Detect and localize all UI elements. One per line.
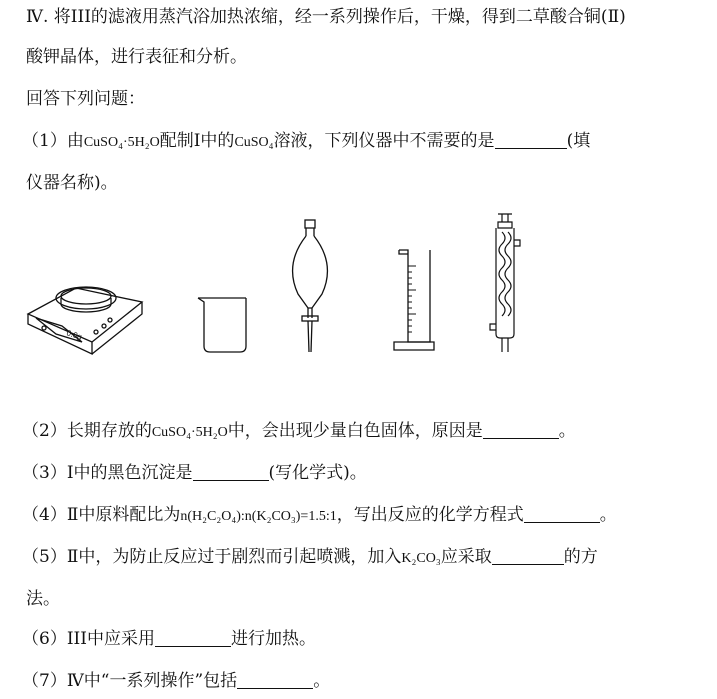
- q1-formula2: CuSO₄: [234, 135, 274, 150]
- q1-suffix: 溶液，下列仪器中不需要的是: [273, 131, 495, 151]
- q1-end: (填: [566, 131, 591, 151]
- q2-end: 。: [558, 421, 576, 441]
- q1-mid: 配制Ⅰ中的: [159, 131, 235, 151]
- question-7: [22, 670, 330, 692]
- question-6: [22, 628, 316, 650]
- apparatus-figure: [22, 206, 582, 370]
- q7-answer-blank[interactable]: [237, 672, 313, 689]
- q3-prefix: （3）Ⅰ中的黑色沉淀是: [22, 463, 193, 483]
- q7-prefix: （7）Ⅳ中“一系列操作”包括: [22, 671, 238, 691]
- q1-answer-blank[interactable]: [495, 132, 567, 149]
- q4-end: 。: [599, 505, 617, 525]
- question-1-line2: [26, 172, 118, 194]
- question-5-line2: [26, 588, 60, 610]
- q3-end: (写化学式)。: [268, 463, 367, 483]
- beaker-icon: [198, 298, 246, 352]
- balance-display: 0.0g: [65, 328, 83, 342]
- paragraph-iv-line2: [26, 46, 247, 68]
- q4-suffix: ，写出反应的化学方程式: [336, 505, 524, 525]
- question-1-line1: [22, 130, 590, 154]
- q5-answer-blank[interactable]: [492, 548, 564, 565]
- q2-prefix: （2）长期存放的: [22, 421, 152, 441]
- question-5-line1: [22, 546, 598, 570]
- q7-end: 。: [313, 671, 331, 691]
- q5-line2: 法。: [26, 589, 60, 609]
- iv-text-1: Ⅳ. 将III的滤液用蒸汽浴加热浓缩，经一系列操作后，干燥，得到二草酸合铜(Ⅱ): [26, 7, 626, 27]
- q4-formula: n(H₂C₂O₄):n(K₂CO₃)=1.5:1: [180, 509, 337, 524]
- q5-suffix: 应采取: [440, 547, 492, 567]
- paragraph-iv-line1: [26, 6, 626, 28]
- answer-prompt-text: 回答下列问题：: [26, 89, 145, 109]
- condenser-icon: [490, 214, 520, 352]
- iv-text-2: 酸钾晶体，进行表征和分析。: [26, 47, 247, 67]
- answer-prompt: [26, 88, 145, 110]
- question-2: [22, 420, 576, 444]
- q6-prefix: （6）III中应采用: [22, 629, 155, 649]
- q1-formula: CuSO₄·5H₂O: [83, 135, 160, 150]
- q4-prefix: （4）Ⅱ中原料配比为: [22, 505, 181, 525]
- q1-line2: 仪器名称)。: [26, 173, 118, 193]
- q6-end: 进行加热。: [230, 629, 316, 649]
- q5-formula: K₂CO₃: [401, 551, 441, 566]
- q2-formula: CuSO₄·5H₂O: [151, 425, 228, 440]
- graduated-cylinder-icon: [394, 250, 434, 350]
- q5-end: 的方: [563, 547, 598, 567]
- q3-answer-blank[interactable]: [193, 464, 269, 481]
- electronic-balance-icon: [28, 287, 142, 354]
- q2-answer-blank[interactable]: [483, 422, 559, 439]
- question-3: [22, 462, 367, 484]
- q4-answer-blank[interactable]: [524, 506, 600, 523]
- question-4: [22, 504, 617, 528]
- q1-prefix: （1）由: [22, 131, 84, 151]
- q5-prefix: （5）Ⅱ中，为防止反应过于剧烈而引起喷溅，加入: [22, 547, 402, 567]
- separatory-funnel-icon: [293, 220, 328, 352]
- q6-answer-blank[interactable]: [155, 630, 231, 647]
- q2-suffix: 中，会出现少量白色固体，原因是: [227, 421, 483, 441]
